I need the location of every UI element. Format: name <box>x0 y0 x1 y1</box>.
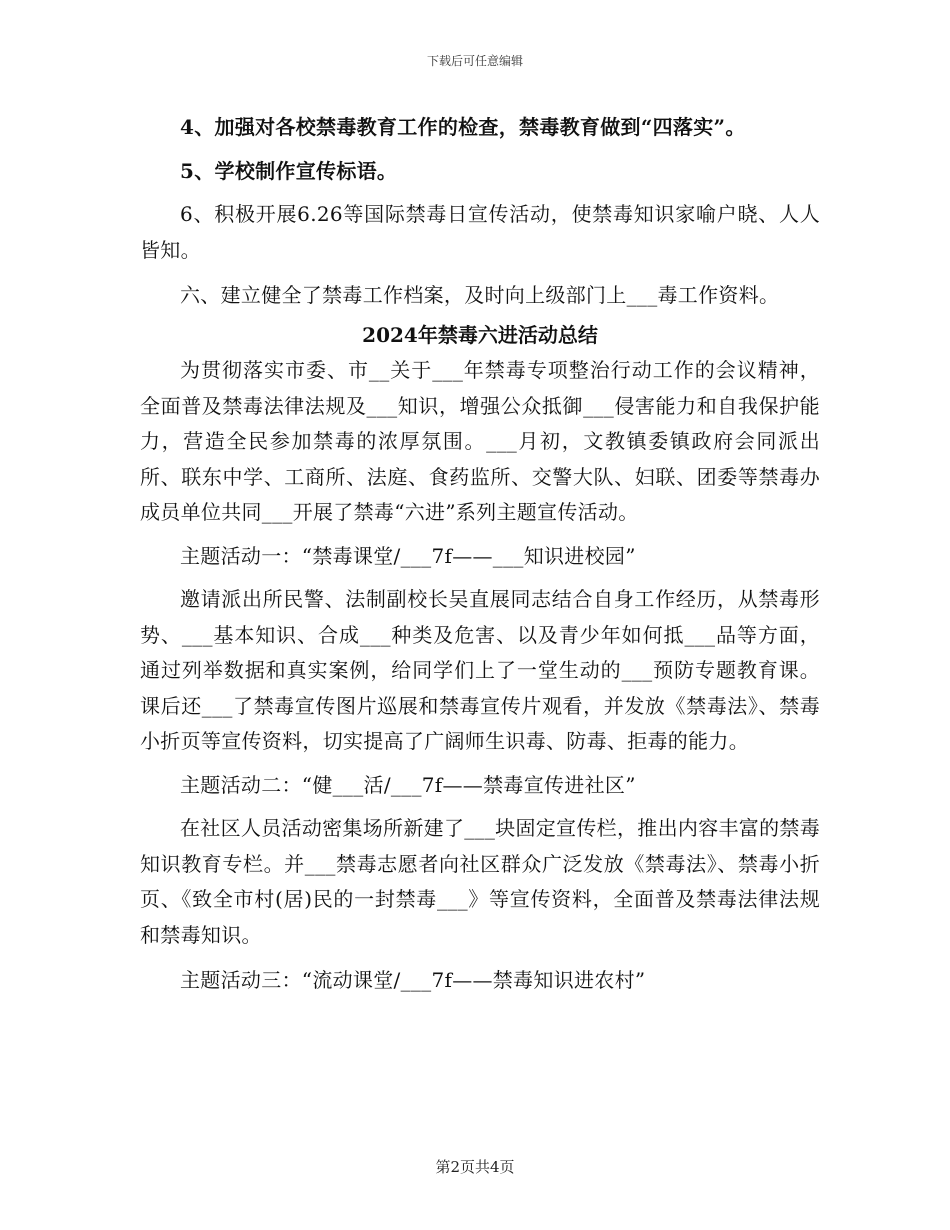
page-number: 第2页共4页 <box>435 1158 515 1176</box>
list-item-4: 4、加强对各校禁毒教育工作的检查，禁毒教育做到“四落实”。 <box>180 115 746 139</box>
activity-1-title: 主题活动一：“禁毒课堂/___7f——___知识进校园” <box>180 543 636 568</box>
list-item-six: 六、建立健全了禁毒工作档案，及时向上级部门上___毒工作资料。 <box>180 283 780 307</box>
header-note: 下载后可任意编辑 <box>426 54 523 68</box>
list-item-5: 5、学校制作宣传标语。 <box>180 158 398 183</box>
intro-paragraph: 为贯彻落实市委、市__关于___年禁毒专项整治行动工作的会议精神，全面普及禁毒法律法规及___知识，增强公众抵御___侵害能力和自我保护能力，营造全民参加禁毒的浓厚氛围。___月初，文教镇委镇政府会同派出所、联东中学、工商所、法庭、食药监所、交警大队、妇联、团委等禁毒办成员单位共同___开展了禁毒“六进”系列主题宣传活动。 <box>140 358 820 524</box>
section-title: 2024年禁毒六进活动总结 <box>362 322 598 347</box>
activity-1-body: 邀请派出所民警、法制副校长吴直展同志结合自身工作经历，从禁毒形势、___基本知识、合成___种类及危害、以及青少年如何抵___品等方面，通过列举数据和真实案例，给同学们上了一堂生动的___预防专题教育课。课后还___了禁毒宣传图片巡展和禁毒宣传片观看，并发放《禁毒法》、禁毒小折页等宣传资料，切实提高了广阔师生识毒、防毒、拒毒的能力。 <box>140 587 820 753</box>
activity-3-title: 主题活动三：“流动课堂/___7f——禁毒知识进农村” <box>180 968 646 992</box>
list-item-6: 6、积极开展6.26等国际禁毒日宣传活动，使禁毒知识家喻户晓、人人皆知。 <box>140 202 820 262</box>
document-body <box>140 110 820 999</box>
activity-2-title: 主题活动二：“健___活/___7f——禁毒宣传进社区” <box>180 772 636 797</box>
activity-2-body: 在社区人员活动密集场所新建了___块固定宣传栏，推出内容丰富的禁毒知识教育专栏。并___禁毒志愿者向社区群众广泛发放《禁毒法》、禁毒小折页、《致全市村(居)民的一封禁毒___》等宣传资料，全面普及禁毒法律法规和禁毒知识。 <box>140 816 820 947</box>
